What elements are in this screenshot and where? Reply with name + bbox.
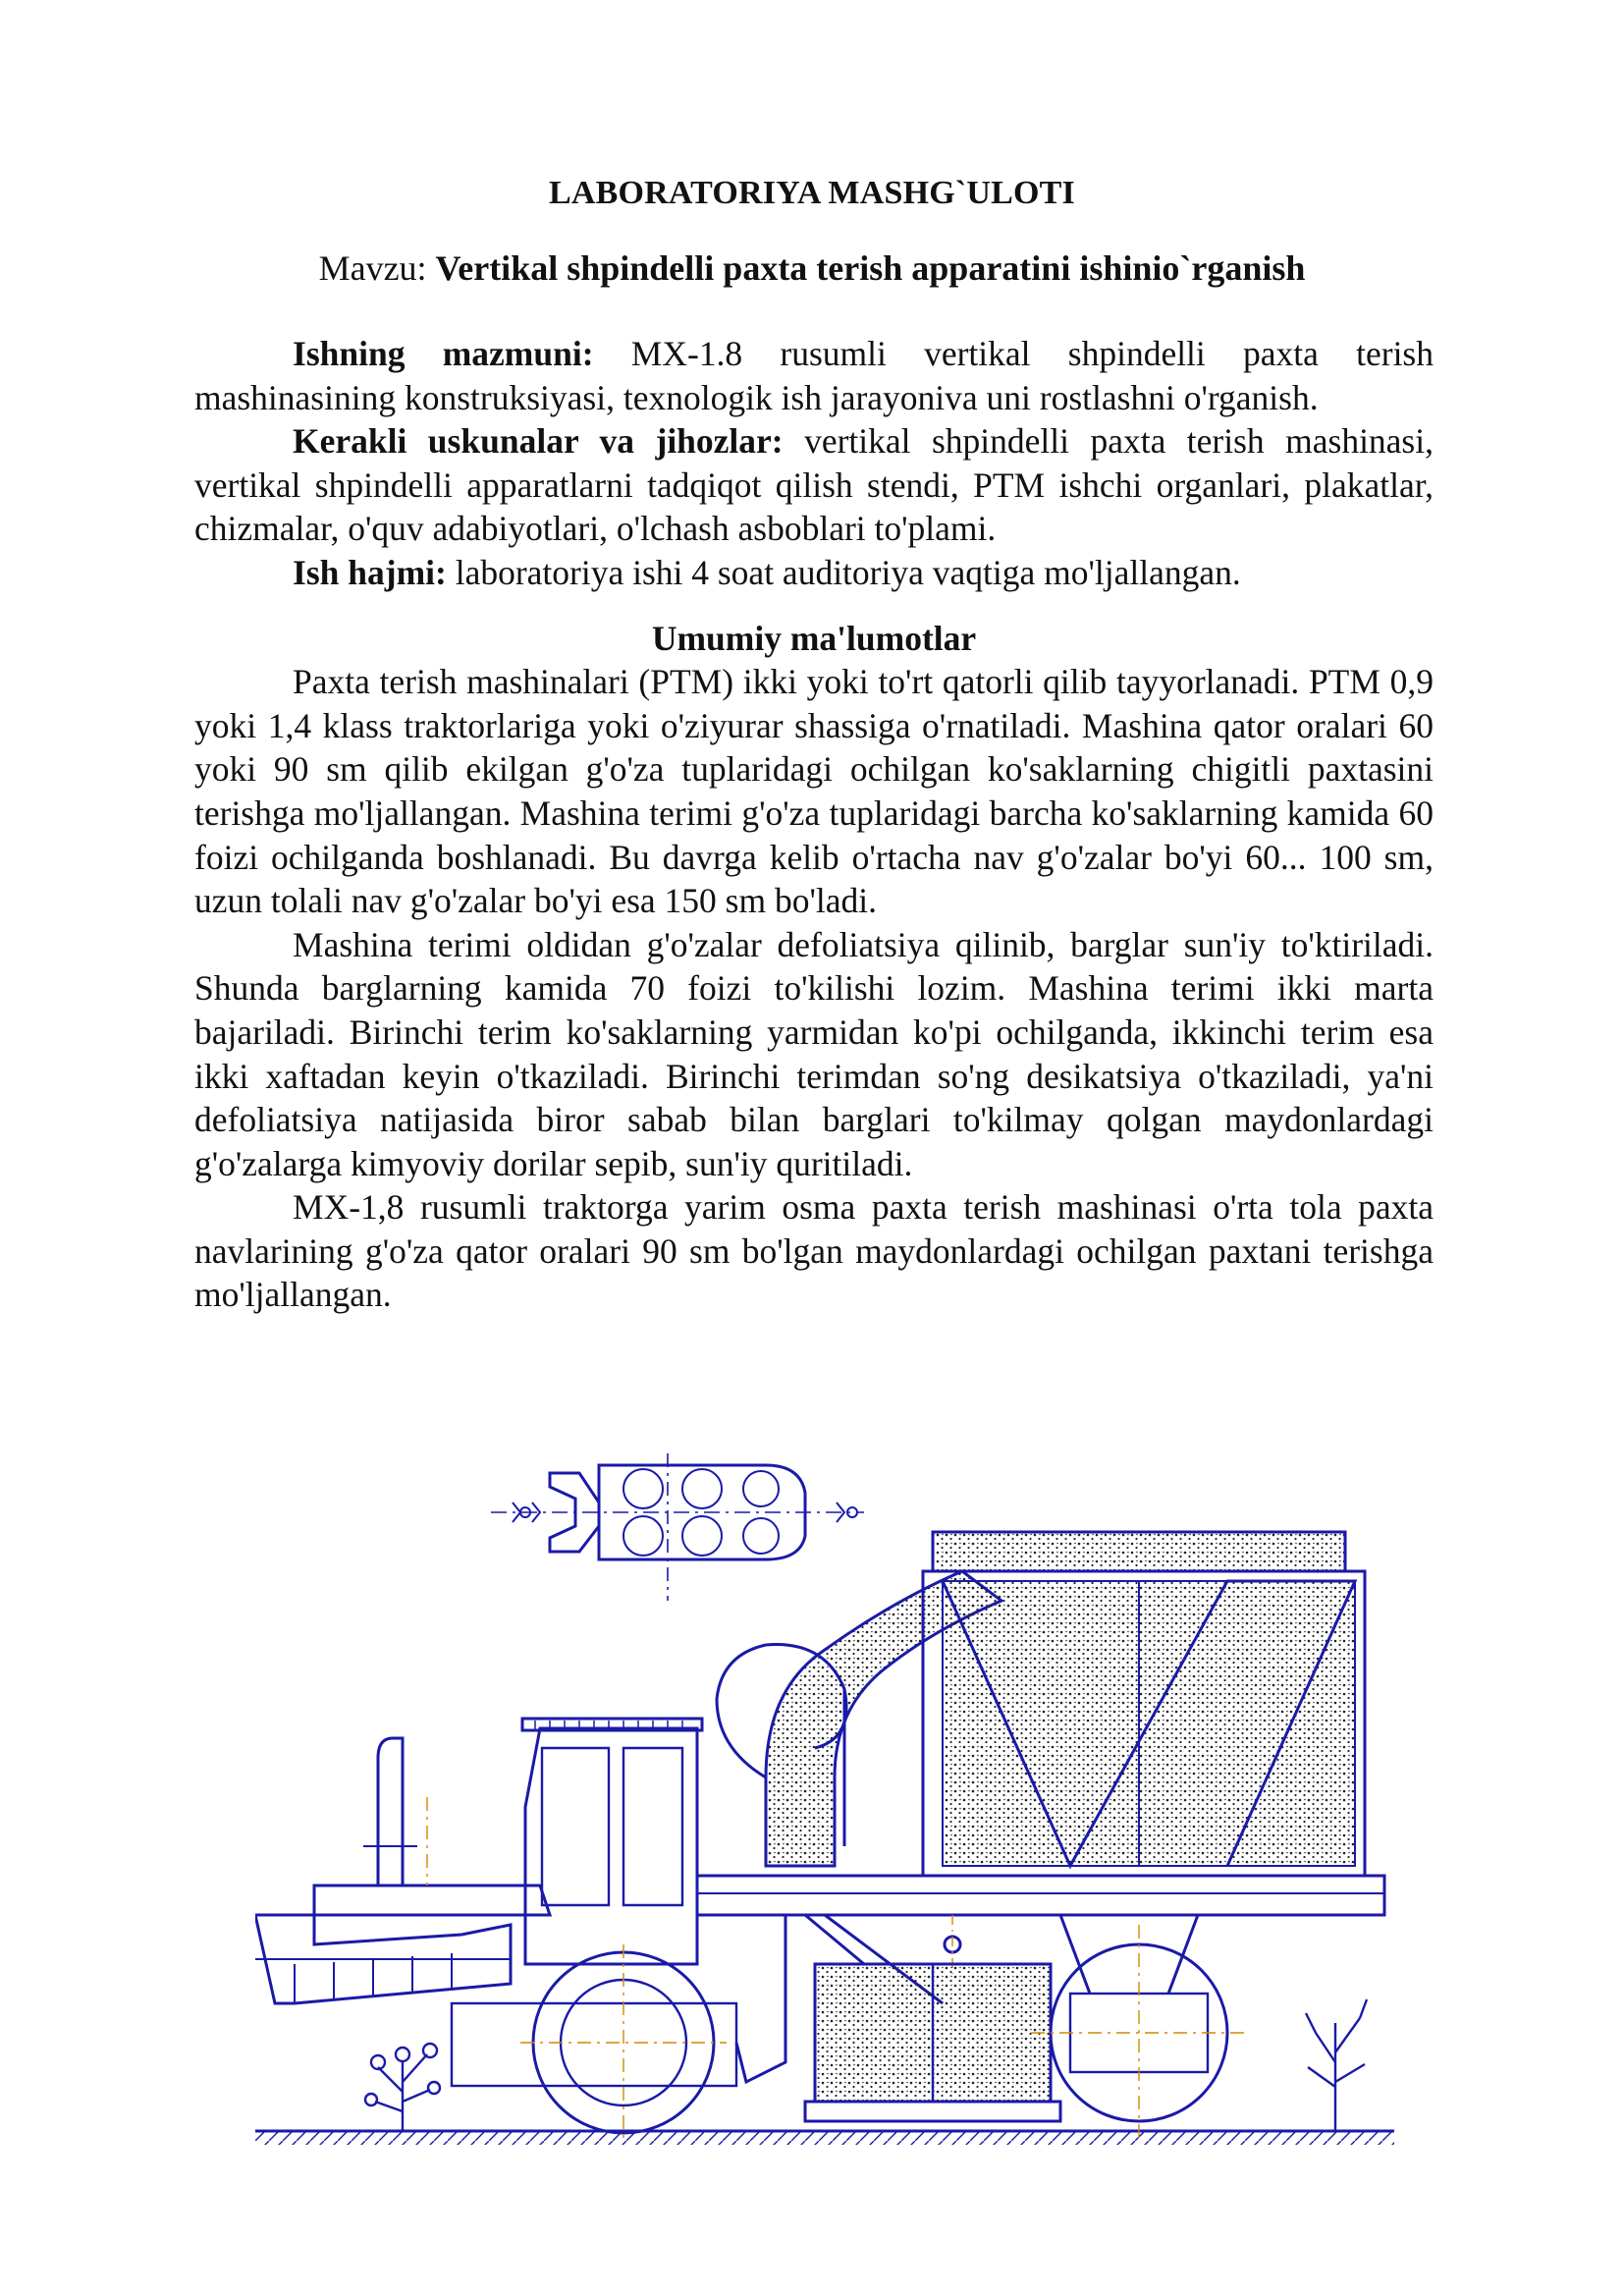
guide-wheel xyxy=(1031,1915,1247,2141)
apparatus-top-view xyxy=(491,1453,864,1601)
paragraph-volume xyxy=(194,551,1434,595)
paragraph-label: Ishning mazmuni: xyxy=(293,334,594,373)
paragraph-label: Kerakli uskunalar va jihozlar: xyxy=(293,421,784,462)
cotton-hopper xyxy=(923,1532,1365,1876)
tractor xyxy=(255,1719,736,2141)
cotton-plant-left xyxy=(365,2044,440,2131)
paragraph-text: laboratoriya ishi 4 soat auditoriya vaqtiga mo'ljallangan. xyxy=(455,552,1241,592)
paragraph-text: MX-1.8 rusumli vertikal shpindelli paxta terish mashinasining konstruksiyasi, texnologik ish jarayoniva uni rostlashni o'rganish. xyxy=(194,334,1434,417)
cotton-picker-drawing xyxy=(255,1453,1394,2170)
paragraph-content xyxy=(194,332,1434,419)
ground xyxy=(255,2131,1394,2145)
picking-apparatus xyxy=(805,1964,1060,2121)
topic-text: Vertikal shpindelli paxta terish apparatini ishinio`rganish xyxy=(435,248,1306,288)
topic-prefix: Mavzu: xyxy=(318,248,427,288)
paragraph-label: Ish hajmi: xyxy=(293,552,447,592)
topic-line xyxy=(0,247,1624,289)
cotton-plant-right xyxy=(1306,1999,1367,2131)
paragraph-equipment xyxy=(194,419,1434,551)
section-paragraph: Paxta terish mashinalari (PTM) ikki yoki to'rt qatorli qilib tayyorlanadi. PTM 0,9 yoki 1,4 klass traktorlariga yoki o'ziyurar shassiga o'rnatiladi. Mashina qator oralari 60 yoki 90 sm qilib ekilgan g'o'za tuplaridagi ochilgan ko'saklarning chigitli paxtasini terishga mo'ljallangan. Mashina terimi g'o'za tuplaridagi barcha ko'saklarning kamida 60 foizi ochilganda boshlanadi. Bu davrga kelib o'rtacha nav g'o'zalar bo'yi 60... 100 sm, uzun tolali nav g'o'zalar bo'yi esa 150 sm bo'ladi. xyxy=(194,662,1434,921)
document-body xyxy=(194,332,1434,1317)
section-paragraph: Mashina terimi oldidan g'o'zalar defoliatsiya qilinib, barglar sun'iy to'ktiriladi. Shunda barglarning kamida 70 foizi to'kilishi lozim. Mashina terimi ikki marta bajariladi. Birinchi terim ko'saklarning yarmidan ko'pi ochilganda, ikkinchi terim esa ikki xaftadan keyin o'tkaziladi. Birinchi terimdan so'ng desikatsiya o'tkaziladi, ya'ni defoliatsiya natijasida biror sabab bilan barglari to'kilmay qolgan maydonlardagi g'o'zalarga kimyoviy dorilar sepib, sun'iy quritiladi. xyxy=(194,924,1434,1183)
section-heading: Umumiy ma'lumotlar xyxy=(651,618,977,658)
paragraph-text: vertikal shpindelli paxta terish mashinasi, vertikal shpindelli apparatlarni tadqiqot qilish stendi, PTM ishchi organlari, plakatlar, chizmalar, o'quv adabiyotlari, o'lchash asboblari to'plami. xyxy=(194,421,1434,549)
page-title: LABORATORIYA MASHG`ULOTI xyxy=(548,175,1075,211)
section-paragraph: MX-1,8 rusumli traktorga yarim osma paxta terish mashinasi o'rta tola paxta navlarining g'o'za qator oralari 90 sm bo'lgan maydonlardagi ochilgan paxtani terishga mo'ljallangan. xyxy=(194,1187,1434,1315)
